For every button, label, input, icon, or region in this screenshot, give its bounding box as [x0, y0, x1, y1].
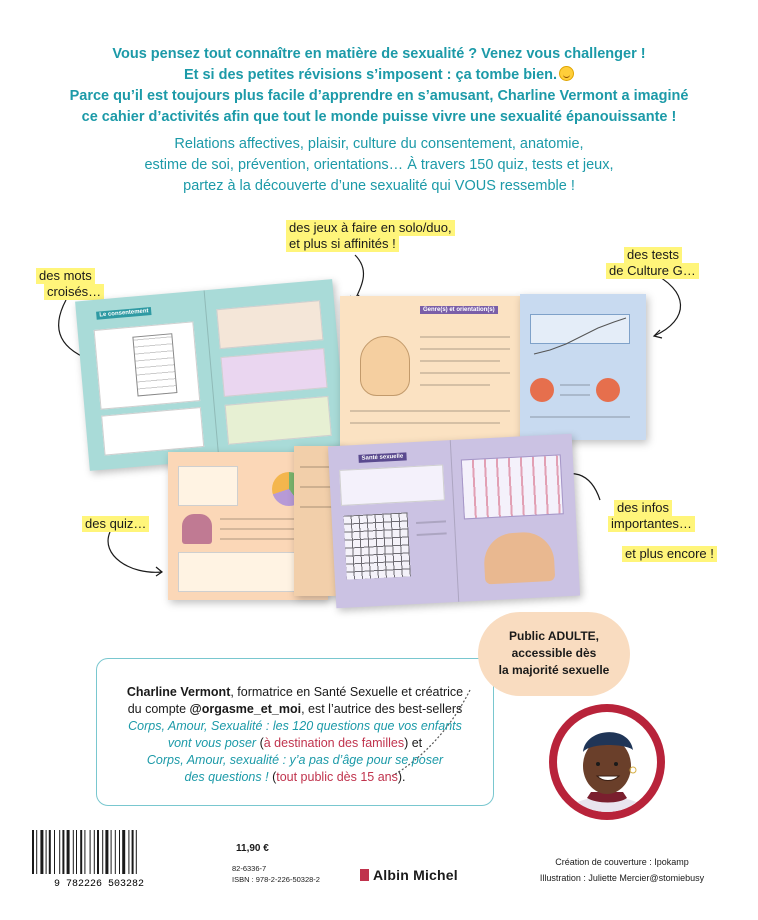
credits-block: [522, 854, 722, 886]
bio-text-3: , est l’autrice des best-sellers: [301, 702, 463, 716]
topics-line-2: estime de soi, prévention, orientations… À travers 150 quiz, tests et jeux,: [144, 157, 614, 173]
barcode-bar: [122, 830, 125, 874]
culture-g-chart: [530, 314, 630, 358]
author-avatar: [549, 704, 665, 820]
intro-line-1: Vous pensez tout connaître en matière de sexualité ? Venez vous challenger !: [112, 46, 646, 62]
spread-genre: [340, 296, 520, 446]
internal-reference: 82-6336-7: [232, 864, 267, 873]
callout-quiz: des quiz…: [82, 516, 149, 532]
isbn-number: ISBN : 978-2-226-50328-2: [232, 875, 320, 884]
barcode-bar: [40, 830, 43, 874]
barcode-bar: [80, 830, 82, 874]
book-1-title-part-1: Corps, Amour, Sexualité : les 120 questions que vos enfants: [128, 719, 462, 733]
cover-credit: Création de couverture : Ipokamp: [555, 857, 689, 867]
avatar-portrait-icon: [557, 712, 657, 812]
barcode-bar: [76, 830, 77, 874]
barcode-bar: [54, 830, 55, 874]
arrow-quiz: [108, 532, 162, 572]
paren-close-1: ) et: [404, 736, 423, 750]
spread-consentement: [75, 279, 347, 471]
intro-line-3: Parce qu’il est toujours plus facile d’apprendre en s’amusant, Charline Vermont a imaginé: [69, 88, 689, 104]
barcode-bar: [105, 830, 108, 874]
paren-close-2: ).: [397, 770, 406, 784]
barcode-bar: [32, 830, 34, 874]
bio-line-1: [100, 684, 490, 701]
reference-block: [232, 863, 320, 885]
price: 11,90 €: [236, 843, 269, 854]
barcode-bar: [102, 830, 103, 874]
illustration-credit: Illustration : Juliette Mercier@stomiebusy: [539, 873, 705, 883]
paren-open-2: (: [268, 770, 277, 784]
barcode-bar: [128, 830, 129, 874]
arrow-tests: [650, 272, 681, 336]
bubble-line-1: Public ADULTE,: [509, 629, 599, 643]
barcode-bar: [73, 830, 74, 874]
barcode-bar: [59, 830, 60, 874]
bio-line-4: [100, 735, 490, 752]
callout-plus: et plus encore !: [622, 546, 717, 562]
barcode-bar: [84, 830, 85, 874]
barcode-bar: [119, 830, 120, 874]
callout-jeux-line-1: des jeux à faire en solo/duo,: [286, 220, 455, 236]
barcode-digits: 9 782226 503282: [53, 879, 145, 888]
bio-text-2: du compte: [127, 702, 190, 716]
bio-line-3: [100, 718, 490, 735]
book-1-title-part-2: vont vous poser: [167, 736, 257, 750]
barcode-bar: [62, 830, 64, 874]
author-bio-text: [100, 684, 490, 786]
barcode-bar: [111, 830, 112, 874]
callout-jeux-line-2: et plus si affinités !: [286, 236, 399, 252]
barcode-bar: [132, 830, 134, 874]
barcode-bar: [36, 830, 37, 874]
paren-open-1: (: [256, 736, 264, 750]
bio-line-6: [100, 769, 490, 786]
barcode-bar: [97, 830, 99, 874]
book-2-title-part-2: des questions !: [184, 770, 269, 784]
barcode-bar: [136, 830, 137, 874]
spread-consentement-title: Le consentement: [96, 307, 152, 320]
spread-sante-title: Santé sexuelle: [358, 452, 406, 462]
bio-text-1: , formatrice en Santé Sexuelle et créatrice: [230, 685, 464, 699]
barcode-bar: [49, 830, 51, 874]
bubble-line-3: la majorité sexuelle: [498, 663, 610, 677]
callout-infos-line-2: importantes…: [608, 516, 695, 532]
author-handle: @orgasme_et_moi: [189, 702, 302, 716]
callout-mots-line-1: des mots: [36, 268, 95, 284]
book-2-audience: tout public dès 15 ans: [276, 770, 398, 784]
spread-sante: [328, 434, 580, 609]
arrow-jeux: [355, 255, 364, 300]
callout-tests-line-1: des tests: [624, 247, 682, 263]
barcode-bar: [90, 830, 91, 874]
avatar-illustration: [557, 712, 657, 812]
isbn-barcode: [26, 828, 172, 888]
book-2-title-part-1: Corps, Amour, sexualité : y’a pas d’âge pour se poser: [146, 753, 444, 767]
author-name: Charline Vermont: [126, 685, 231, 699]
spread-tests: [520, 294, 646, 440]
bubble-line-2: accessible dès: [511, 646, 597, 660]
intro-line-2-text: Et si des petites révisions s’imposent : ça tombe bien.: [183, 67, 558, 83]
audience-speech-bubble: [478, 612, 630, 696]
topics-line-1: Relations affectives, plaisir, culture du consentement, anatomie,: [174, 136, 584, 152]
callout-tests-line-2: de Culture G…: [606, 263, 699, 279]
barcode-bar: [67, 830, 70, 874]
barcode-bar: [115, 830, 116, 874]
barcode-bar: [46, 830, 47, 874]
book-1-audience: à destination des familles: [263, 736, 405, 750]
bio-line-5: [100, 752, 490, 769]
spread-genre-title: Genre(s) et orientation(s): [420, 306, 498, 314]
barcode-bar: [94, 830, 95, 874]
publisher-logo: Albin Michel: [360, 867, 458, 883]
callout-mots-line-2: croisés…: [44, 284, 104, 300]
topics-line-3: partez à la découverte d’une sexualité qui VOUS ressemble !: [183, 178, 575, 194]
intro-line-4: ce cahier d’activités afin que tout le monde puisse vivre une sexualité épanouissante !: [81, 109, 677, 125]
bio-line-2: [100, 701, 490, 718]
arrowhead-quiz: [156, 567, 162, 576]
callout-infos-line-1: des infos: [614, 500, 672, 516]
